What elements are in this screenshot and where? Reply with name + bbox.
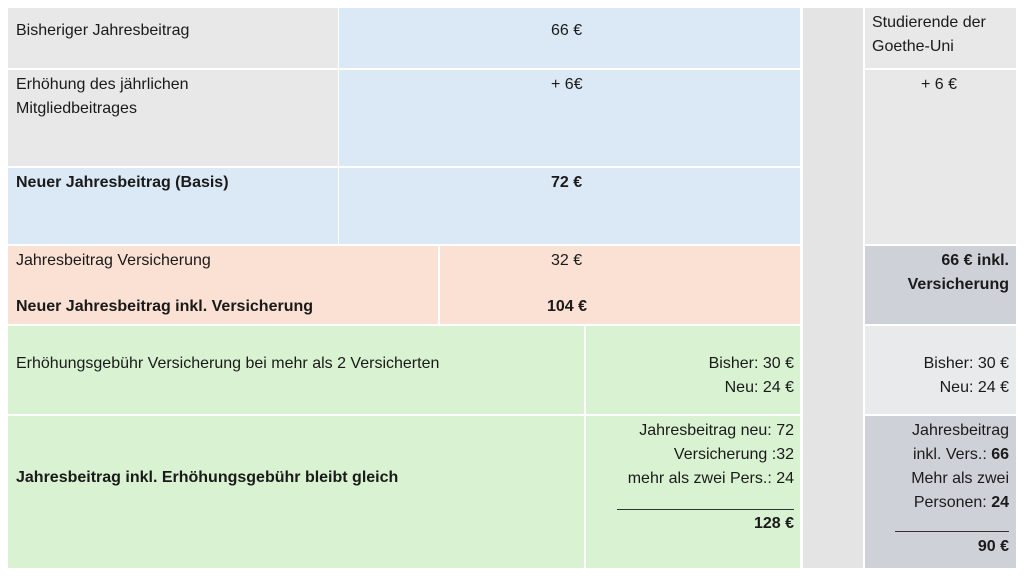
students-gebuehr-cell <box>865 326 1016 414</box>
row-erhoehung-value-cell <box>339 70 800 166</box>
row-versicherung-label: Jahresbeitrag Versicherung <box>16 252 211 269</box>
students-sum-line2-value: 66 <box>991 446 1009 463</box>
students-sum-line2 <box>913 443 1009 467</box>
row-erhoehung-label-line1: Erhöhung des jährlichen <box>16 76 189 93</box>
row-erhoehung-label-cell <box>8 70 338 166</box>
students-header-line1: Studierende der <box>872 14 986 31</box>
row-versicherung-value: 32 € <box>551 252 583 269</box>
students-sum-line3: Mehr als zwei <box>911 470 1009 487</box>
students-sum-divider <box>895 531 1009 532</box>
row-gleich-line1: Jahresbeitrag neu: 72 <box>639 422 794 439</box>
row-neuer-basis-label: Neuer Jahresbeitrag (Basis) <box>16 174 229 191</box>
row-erhoehung-label-line2: Mitgliedbeitrages <box>16 100 137 117</box>
students-inkl-line1: 66 € inkl. <box>941 252 1009 269</box>
row-neuer-basis-label-cell <box>8 168 338 244</box>
students-sum-line4 <box>914 491 1009 515</box>
row-neuer-inkl-label: Neuer Jahresbeitrag inkl. Versicherung <box>16 298 314 315</box>
row-gleich-line3: mehr als zwei Pers.: 24 <box>627 470 794 487</box>
students-sum-cell <box>865 416 1016 568</box>
row-erhoehung-value: + 6€ <box>551 76 583 93</box>
row-neuer-basis-value-cell <box>339 168 800 244</box>
students-header-line2: Goethe-Uni <box>872 38 954 55</box>
row-gebuehr-value-cell <box>586 326 800 414</box>
row-gebuehr-label: Erhöhungsgebühr Versicherung bei mehr als 2 Versicherten <box>16 355 440 372</box>
students-gebuehr-line2: Neu: 24 € <box>939 379 1009 396</box>
students-sum-line4-prefix: Personen: <box>913 494 992 511</box>
students-inkl-line2: Versicherung <box>907 276 1009 293</box>
students-sum-line1: Jahresbeitrag <box>912 422 1009 439</box>
row-gebuehr-line1: Bisher: 30 € <box>708 355 794 372</box>
students-header-cell <box>865 8 1016 68</box>
students-increase-value: + 6 € <box>921 76 958 93</box>
row-neuer-inkl-value: 104 € <box>547 298 588 315</box>
row-gleich-total: 128 € <box>753 515 794 532</box>
students-sum-total: 90 € <box>977 538 1009 555</box>
row-bisheriger-label-cell <box>8 8 338 68</box>
row-bisheriger-label: Bisheriger Jahresbeitrag <box>16 22 190 39</box>
row-gleich-sum-divider <box>617 509 794 510</box>
row-gleich-value-cell <box>586 416 800 568</box>
students-increase-cell <box>865 70 1016 244</box>
row-versicherung-value-cell <box>440 246 800 324</box>
row-bisheriger-value-cell <box>339 8 800 68</box>
students-sum-line2-prefix: inkl. Vers.: <box>912 446 992 463</box>
separator-column <box>803 8 863 568</box>
row-versicherung-label-cell <box>8 246 438 324</box>
row-gleich-line2: Versicherung :32 <box>673 446 794 463</box>
students-sum-line4-value: 24 <box>991 494 1009 511</box>
row-gleich-label: Jahresbeitrag inkl. Erhöhungsgebühr bleibt gleich <box>16 469 399 486</box>
row-neuer-basis-value: 72 € <box>551 174 583 191</box>
students-inkl-cell <box>865 246 1016 324</box>
row-gebuehr-line2: Neu: 24 € <box>724 379 794 396</box>
students-gebuehr-line1: Bisher: 30 € <box>923 355 1009 372</box>
row-bisheriger-value: 66 € <box>551 22 583 39</box>
row-gleich-label-cell <box>8 416 584 568</box>
row-gebuehr-label-cell <box>8 326 584 414</box>
